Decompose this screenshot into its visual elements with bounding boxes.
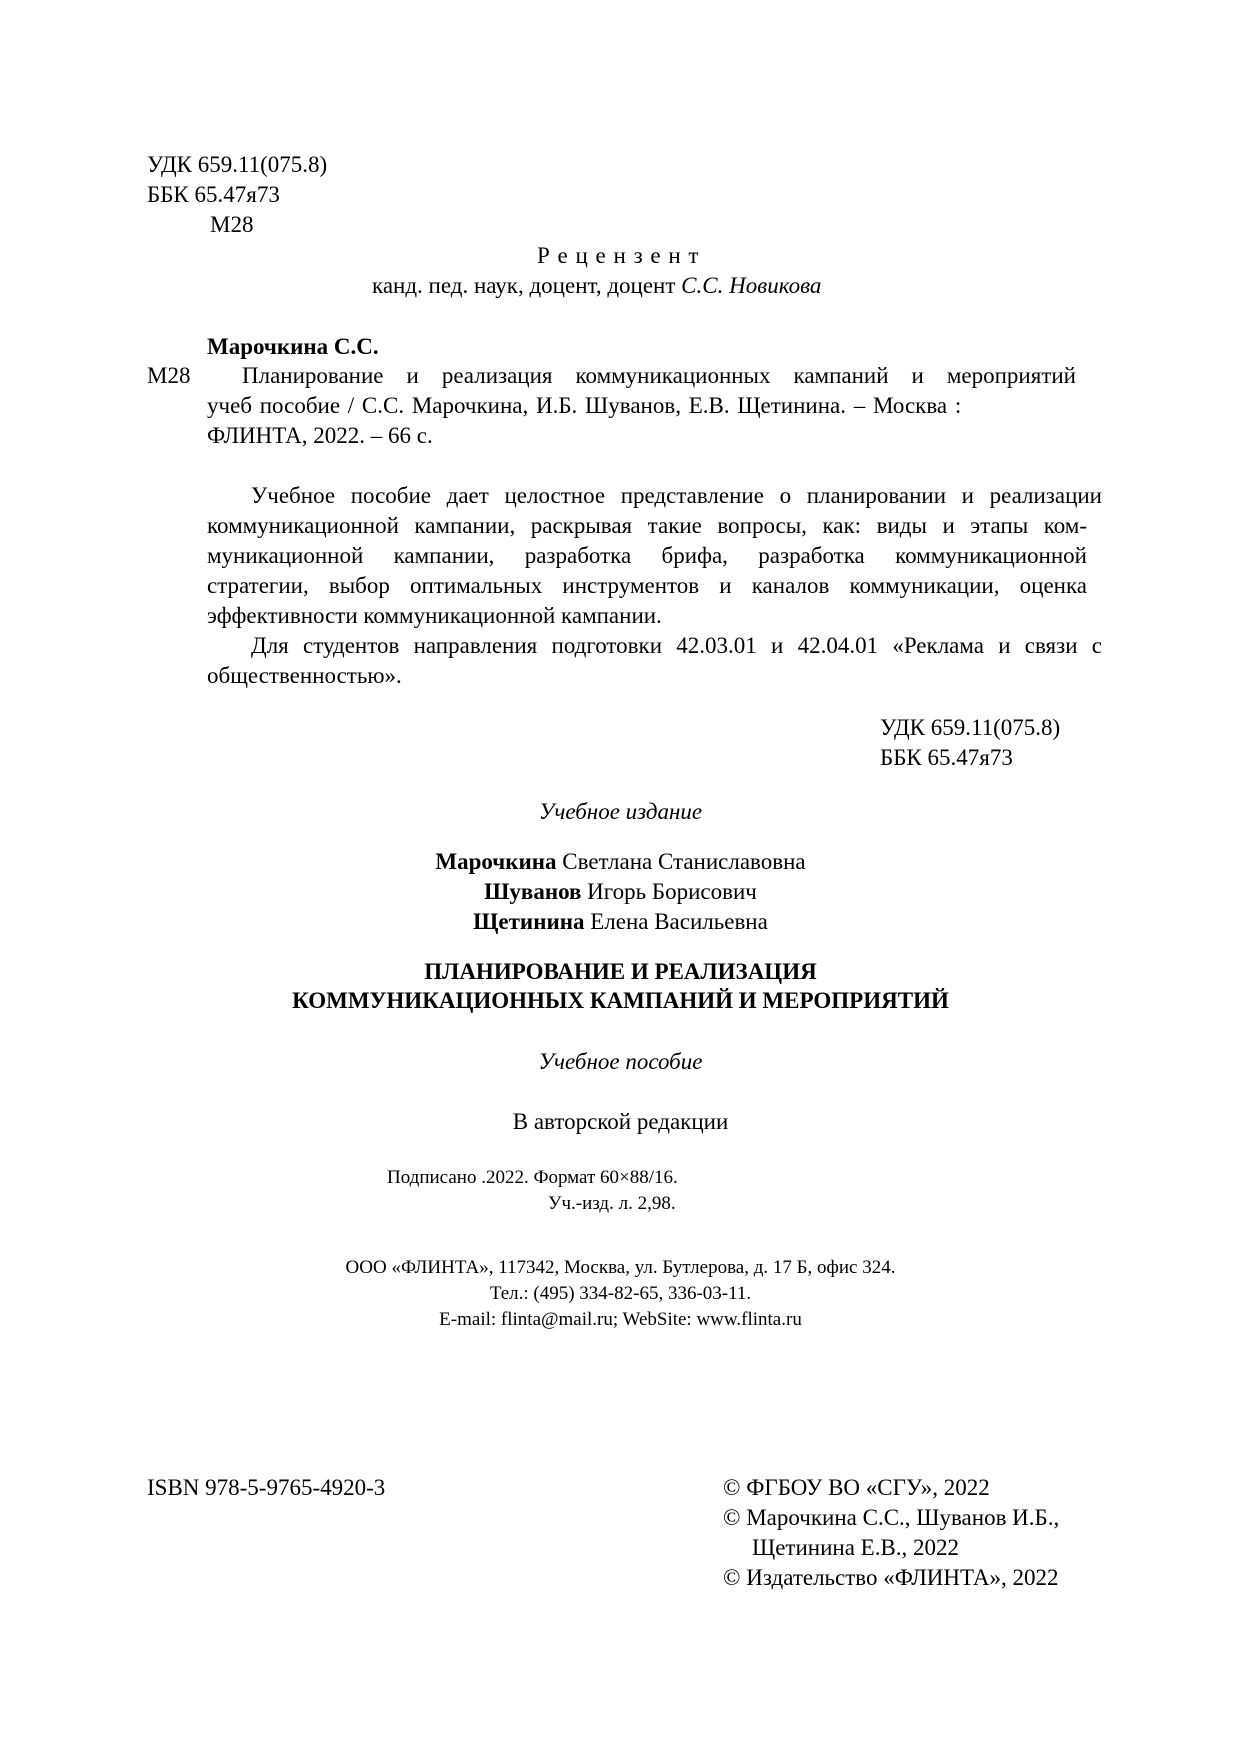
bib-line-3: ФЛИНТА, 2022. – 66 с.	[207, 423, 433, 448]
reviewer-credentials: канд. пед. наук, доцент, доцент	[372, 273, 682, 298]
print-signed: Подписано .2022. Формат 60×88/16.	[387, 1167, 678, 1188]
publisher-phone: Тел.: (495) 334-82-65, 336-03-11.	[489, 1283, 752, 1304]
author-full-1	[0, 850, 1241, 873]
author-surname-2: Шуванов	[484, 879, 582, 904]
subtitle: Учебное пособие	[538, 1049, 703, 1074]
udk-code-right: УДК 659.11(075.8)	[880, 715, 1061, 740]
author-mark: М28	[210, 212, 254, 237]
abstract-line-6: Для студентов направления подготовки 42.03.01 и 42.04.01 «Реклама и связи с	[251, 633, 1102, 658]
abstract-line-2: коммуникационной кампании, раскрывая такие вопросы, как: виды и этапы ком-	[207, 513, 1087, 538]
bbk-code-right: ББК 65.47я73	[880, 745, 1013, 770]
bib-author: Марочкина С.С.	[207, 334, 379, 359]
bib-line-2: учеб пособие / С.С. Марочкина, И.Б. Шуванов, Е.В. Щетинина. – Москва :	[207, 393, 962, 418]
bib-mark: М28	[147, 363, 191, 388]
copyright-3: Щетинина Е.В., 2022	[752, 1535, 960, 1560]
publisher-contacts: E-mail: flinta@mail.ru; WebSite: www.flinta.ru	[439, 1309, 802, 1330]
bbk-code: ББК 65.47я73	[147, 182, 280, 207]
reviewer-heading: Р е ц е н з е н т	[537, 243, 700, 268]
abstract-line-7: общественностью».	[207, 663, 402, 688]
edition-type: Учебное издание	[538, 799, 703, 824]
abstract-line-5: эффективности коммуникационной кампании.	[207, 603, 662, 628]
author-names-3: Елена Васильевна	[584, 909, 768, 934]
copyright-2: © Марочкина С.С., Шуванов И.Б.,	[723, 1505, 1060, 1530]
print-volume: Уч.-изд. л. 2,98.	[548, 1193, 676, 1214]
publisher-address: ООО «ФЛИНТА», 117342, Москва, ул. Бутлерова, д. 17 Б, офис 324.	[345, 1257, 896, 1278]
author-names-2: Игорь Борисович	[581, 879, 757, 904]
udk-code: УДК 659.11(075.8)	[147, 152, 328, 177]
title-line-2: КОММУНИКАЦИОННЫХ КАМПАНИЙ И МЕРОПРИЯТИЙ	[292, 988, 949, 1013]
reviewer-line	[372, 274, 821, 297]
abstract-line-3: муникационной кампании, разработка брифа, разработка коммуникационной	[207, 543, 1087, 568]
bib-line-1: Планирование и реализация коммуникационных кампаний и мероприятий	[242, 363, 1076, 388]
copyright-4: © Издательство «ФЛИНТА», 2022	[723, 1565, 1059, 1590]
abstract-line-4: стратегии, выбор оптимальных инструментов и каналов коммуникации, оценка	[207, 573, 1087, 598]
author-surname-1: Марочкина	[435, 849, 557, 874]
isbn: ISBN 978-5-9765-4920-3	[147, 1475, 386, 1500]
author-surname-3: Щетинина	[473, 909, 585, 934]
edition-note: В авторской редакции	[512, 1109, 729, 1134]
author-full-3	[0, 910, 1241, 933]
author-full-2	[0, 880, 1241, 903]
title-line-1: ПЛАНИРОВАНИЕ И РЕАЛИЗАЦИЯ	[424, 959, 817, 984]
author-names-1: Светлана Станиславовна	[556, 849, 806, 874]
reviewer-name: С.С. Новикова	[681, 273, 822, 298]
copyright-1: © ФГБОУ ВО «СГУ», 2022	[723, 1475, 990, 1500]
abstract-line-1: Учебное пособие дает целостное представление о планировании и реализации	[251, 483, 1102, 508]
